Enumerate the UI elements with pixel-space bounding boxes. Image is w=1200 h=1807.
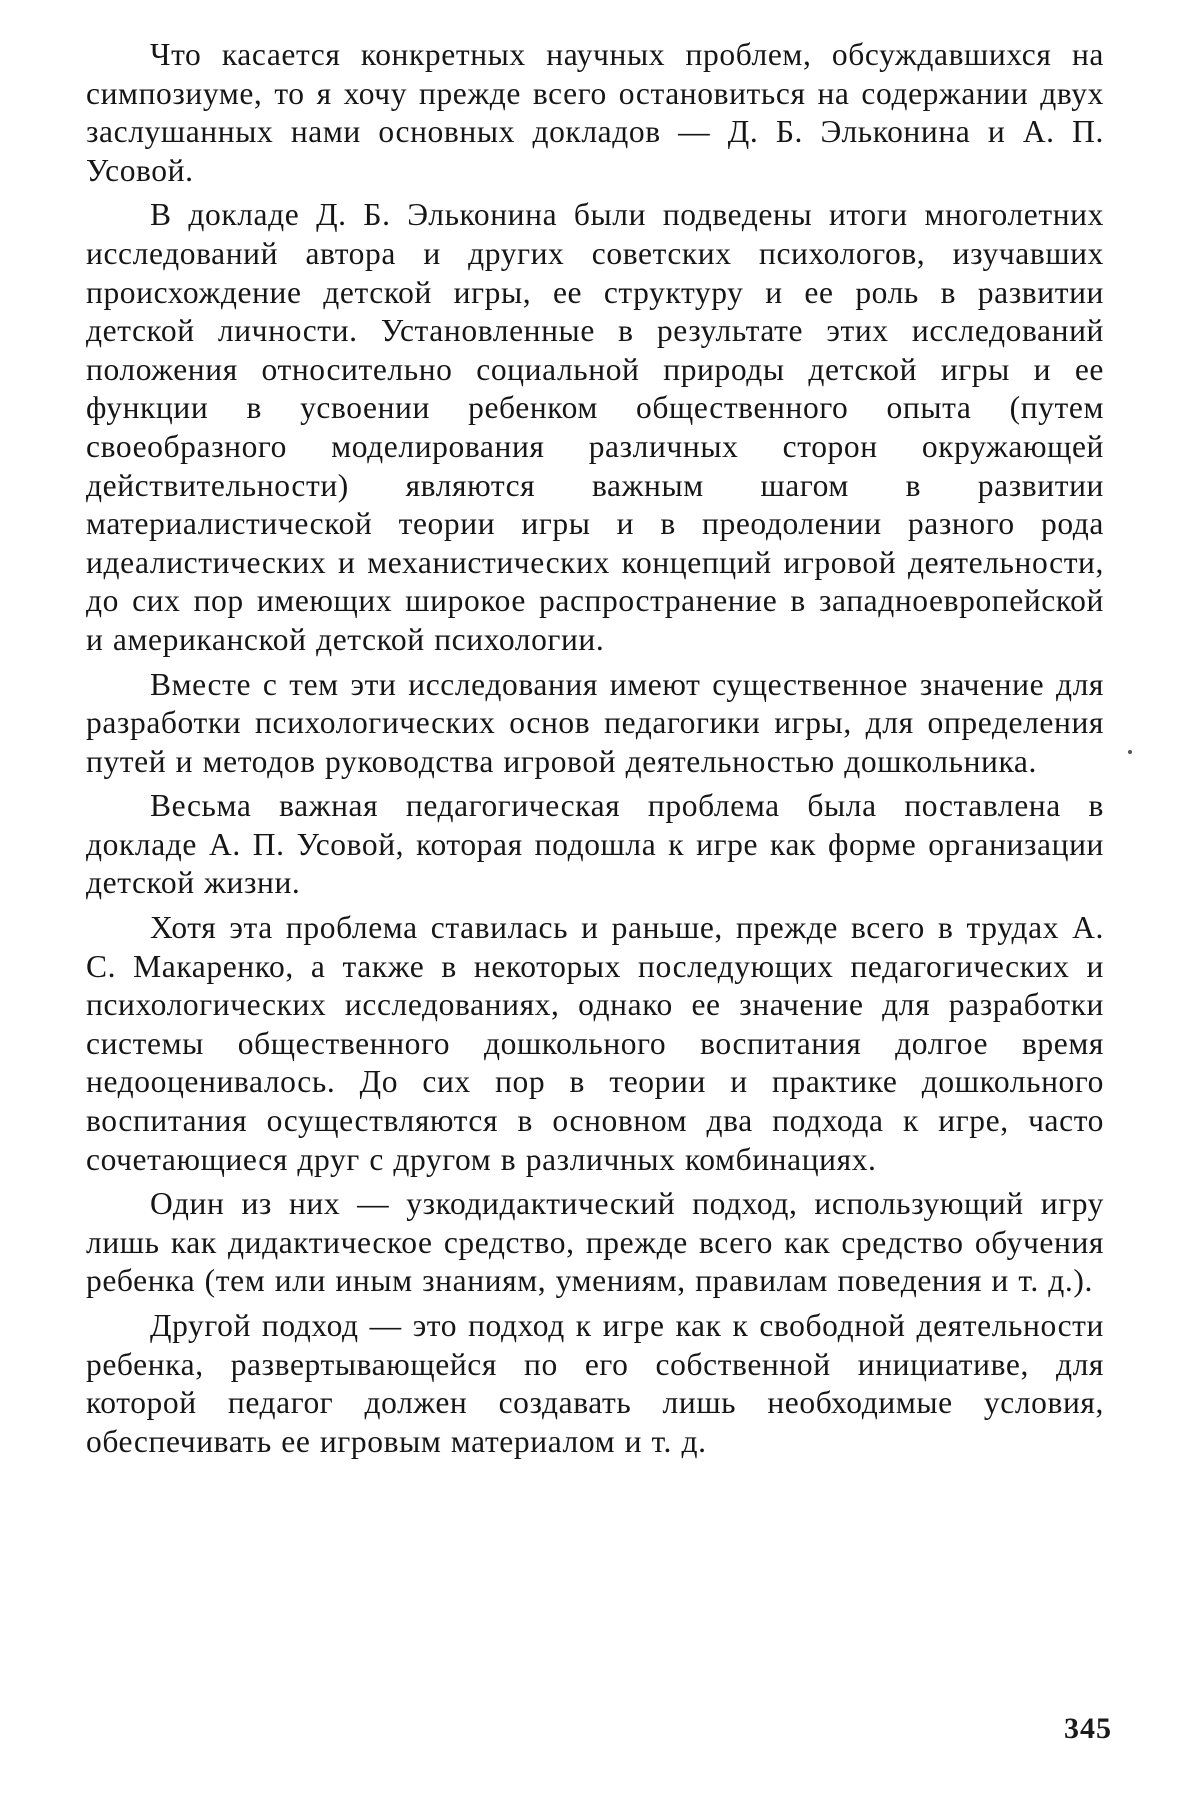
paragraph-7: Другой подход — это подход к игре как к свободной деятельности ребенка, развертывающейся по его собственной инициативе, для которой педагог должен создавать лишь необходимые условия, обеспечивать ее игровым материалом и т. д.: [86, 1308, 1104, 1459]
paragraph-4: Весьма важная педагогическая проблема была поставлена в докладе А. П. Усовой, которая подошла к игре как форме организации детской жизни.: [86, 788, 1104, 901]
body-text: [86, 36, 1104, 1467]
paragraph-6: Один из них — узкодидактический подход, использующий игру лишь как дидактическое средство, прежде всего как средство обучения ребенка (тем или иным знаниям, умениям, правилам поведения и т. д.).: [86, 1186, 1104, 1299]
paragraph-5: Хотя эта проблема ставилась и раньше, прежде всего в трудах А. С. Макаренко, а также в некоторых последующих педагогических и психологических исследованиях, однако ее значение для разработки системы общественного дошкольного воспитания долгое время недооценивалось. До сих пор в теории и практике дошкольного воспитания осуществляются в основном два подхода к игре, часто сочетающиеся друг с другом в различных комбинациях.: [86, 910, 1104, 1177]
paragraph-2: В докладе Д. Б. Эльконина были подведены итоги многолетних исследований автора и других советских психологов, изучавших происхождение детской игры, ее структуру и ее роль в развитии детской личности. Установленные в результате этих исследований положения относительно социальной природы детской игры и ее функции в усвоении ребенком общественного опыта (путем своеобразного моделирования различных сторон окружающей действительности) являются важным шагом в развитии материалистической теории игры и в преодолении разного рода идеалистических и механистических концепций игровой деятельности, до сих пор имеющих широкое распространение в западноевропейской и американской детской психологии.: [86, 197, 1104, 657]
scan-speck: [1128, 750, 1132, 754]
paragraph-1: Что касается конкретных научных проблем, обсуждавшихся на симпозиуме, то я хочу прежде всего остановиться на содержании двух заслушанных нами основных докладов — Д. Б. Эльконина и А. П. Усовой.: [86, 37, 1104, 188]
paragraph-3: Вместе с тем эти исследования имеют существенное значение для разработки психологических основ педагогики игры, для определения путей и методов руководства игровой деятельностью дошкольника.: [86, 666, 1104, 779]
page-number: 345: [1064, 1712, 1112, 1745]
